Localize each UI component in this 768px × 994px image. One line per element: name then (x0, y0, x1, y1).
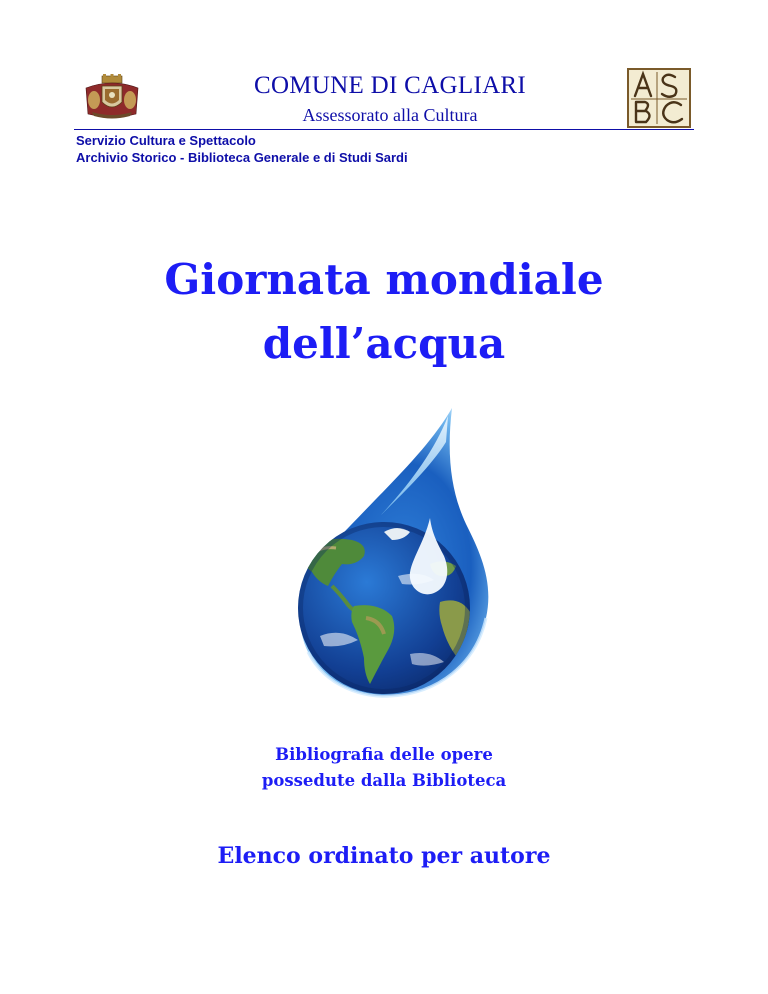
title-line-2: dell’acqua (262, 319, 506, 368)
bibliography-subtitle (0, 742, 768, 794)
org-name: COMUNE DI CAGLIARI (253, 72, 527, 99)
title-line-1: Giornata mondiale (164, 255, 604, 304)
asbc-logo-icon (627, 68, 691, 128)
service-name: Servizio Cultura e Spettacolo (76, 133, 256, 148)
department-name: Assessorato alla Cultura (302, 105, 478, 125)
page-title (0, 248, 768, 376)
water-drop-earth-icon (280, 406, 495, 698)
header-divider (74, 129, 694, 130)
subtitle-line-1: Bibliografia delle opere (275, 745, 493, 764)
subtitle-line-2: possedute dalla Biblioteca (261, 771, 507, 790)
sort-order-note: Elenco ordinato per autore (217, 843, 551, 869)
archive-name: Archivio Storico - Biblioteca Generale e di Studi Sardi (76, 150, 408, 165)
